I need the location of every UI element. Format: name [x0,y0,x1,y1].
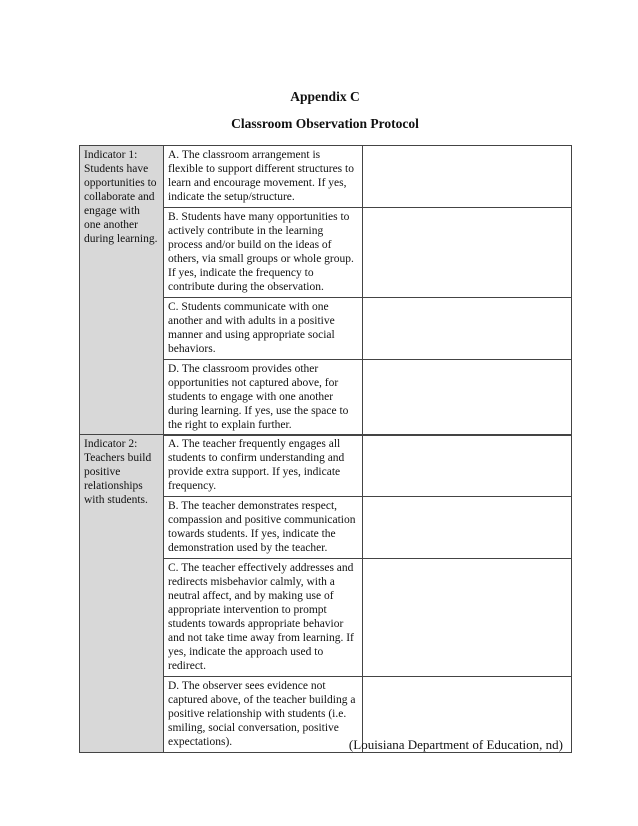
page-subtitle: Classroom Observation Protocol [231,116,419,131]
indicator-1-item-b: B. Students have many opportunities to actively contribute in the learning process and/or build on the ideas of others, via small groups or whole group. If yes, indicate the frequency to contribute during the observation. [164,208,363,298]
indicator-1-item-a: A. The classroom arrangement is flexible to support different structures to learn and encourage movement. If yes, indicate the setup/structure. [164,146,363,208]
indicator-1-item-d: D. The classroom provides other opportunities not captured above, for students to engage with one another during learning. If yes, use the space to the right to explain further. [164,360,363,436]
indicator-1-table [79,145,572,436]
page-title: Appendix C [290,89,360,104]
indicator-2-item-b-notes[interactable] [363,497,572,559]
indicator-2-item-c-notes[interactable] [363,559,572,677]
indicator-1-label: Indicator 1: Students have opportunities to collaborate and engage with one another during learning. [80,146,164,436]
indicator-1-item-c-notes[interactable] [363,298,572,360]
indicator-1-item-b-notes[interactable] [363,208,572,298]
table-row [80,146,572,208]
indicator-2-item-a-notes[interactable] [363,435,572,497]
indicator-1-item-d-notes[interactable] [363,360,572,436]
indicator-2-item-a: A. The teacher frequently engages all students to confirm understanding and provide extra support. If yes, indicate frequency. [164,435,363,497]
indicator-2-item-d: D. The observer sees evidence not captured above, of the teacher building a positive relationship with students (i.e. smiling, social conversation, positive expectations). [164,677,363,753]
indicator-1-item-c: C. Students communicate with one another and with adults in a positive manner and using appropriate social behaviors. [164,298,363,360]
indicator-2-item-b: B. The teacher demonstrates respect, compassion and positive communication towards students. If yes, indicate the demonstration used by the teacher. [164,497,363,559]
indicator-2-item-c: C. The teacher effectively addresses and redirects misbehavior calmly, with a neutral affect, and by making use of appropriate intervention to prompt students towards appropriate behavior and not take time away from learning. If yes, indicate the approach used to redirect. [164,559,363,677]
citation: (Louisiana Department of Education, nd) [348,737,563,752]
indicator-1-item-a-notes[interactable] [363,146,572,208]
indicator-2-label: Indicator 2: Teachers build positive relationships with students. [80,435,164,753]
table-row [80,435,572,497]
indicator-2-table [79,434,572,753]
